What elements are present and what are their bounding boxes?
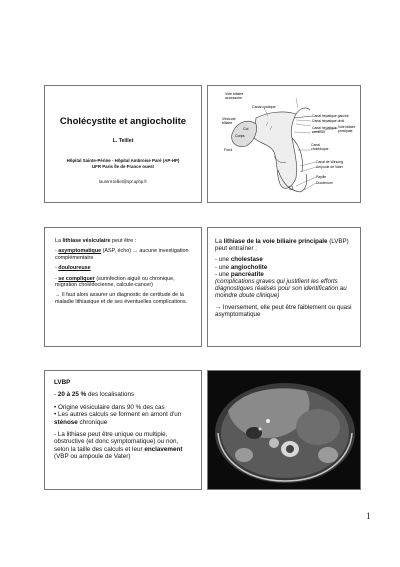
conclusion: → Il faut alors assurer un diagnostic de certitude de la maladie lithiasique et de ses éventuelles complications. [55,292,188,305]
lvbp-intro: La lithiase de la voie biliaire principale (LVBP) peut entraîner : [215,238,349,253]
hospital-line-1: Hôpital Sainte-Périne - Hôpital Ambroise Paré (AP-HP) [66,158,180,163]
hospital-line-2: UFR Paris Île de France ouest [92,163,154,169]
label-vesicule: Vésicule biliaire [222,117,236,125]
label-canal-wirsung: Canal de Wirsung [316,160,343,164]
item-angiocholite: - une angiocholite [215,263,268,271]
label-canal-choledoque: Canal cholédoque [311,143,329,151]
intro-line: La lithiase vésiculaire peut être : [55,238,137,244]
inverse-note: → Inversement, elle peut être faiblement ou quasi asymptomatique [215,303,352,318]
label-corps: Corps [235,134,245,138]
line-lithiase: - La lithiase peut être unique ou multiple, obstructive (et donc symptomatique) ou non, selon la taille des calculs et leur enclavement (VBP ou ampoule de Vater) [54,431,183,461]
label-canal-hepatique-gauche: Canal hépatique gauche [312,114,349,118]
label-canal-hepatique-droit: Canal hépatique droit [312,119,345,123]
slide-anatomy-diagram [207,85,361,203]
label-col: Col [243,127,249,131]
label-canal-hepatique-commun: Canal hépatique commun [312,126,337,134]
label-papille: Papille [316,175,327,179]
lvbp-list [215,256,354,278]
hospital-affiliation [45,158,201,169]
italic-note: (complications graves qui justifient les efforts diagnostiques réalisés pour son identification au moindre doute clinique) [215,278,347,300]
slide-title-heading: Cholécystite et angiocholite [59,116,187,127]
item-cholestase: - une cholestase [215,256,263,264]
slide-lvbp-consequences [207,227,361,347]
ct-scan-image [208,371,361,490]
biliary-anatomy-illustration [208,86,361,203]
label-voie-biliaire-accessoire: Voie biliaire accessoire [225,92,244,100]
label-fond: Fond [224,148,233,152]
line-origine: • Origine vésiculaire dans 90 % des cas [54,403,165,411]
slide-title [44,85,202,203]
item-compliquer: - se compliquer (surinfection aiguë ou chronique, migration cholédocienne, calcule-cancer) [55,275,175,289]
label-ampoule-vater: Ampoule de Vater [316,165,343,169]
label-duodenum: Duodénum [316,181,333,185]
slide-lvbp-details [44,370,202,490]
label-canal-cystique: Canal cystique [252,105,276,109]
slide-ct-scan [207,370,361,490]
page-number: 1 [366,511,371,521]
label-voie-biliaire-principale: Voie biliaire principale [338,125,356,133]
item-pancreatite: - une pancréatite [215,270,264,278]
line-localisations: - 20 à 25 % des localisations [54,391,135,399]
author-email: laurent.teillet@spr.aphp.fr [99,179,147,184]
author-name: L. Teillet [112,138,134,144]
slide-lithiase-vesiculaire [44,227,202,347]
item-asymptomatique: - asymptomatique (ASP, écho) → aucune investigation complémentaire [55,248,189,261]
item-douloureuse: - douloureuse [55,265,91,272]
line-autres-calculs: • Les autres calculs se forment en amont d'un sténose chronique [54,411,182,426]
lvbp-heading: LVBP [54,379,71,386]
